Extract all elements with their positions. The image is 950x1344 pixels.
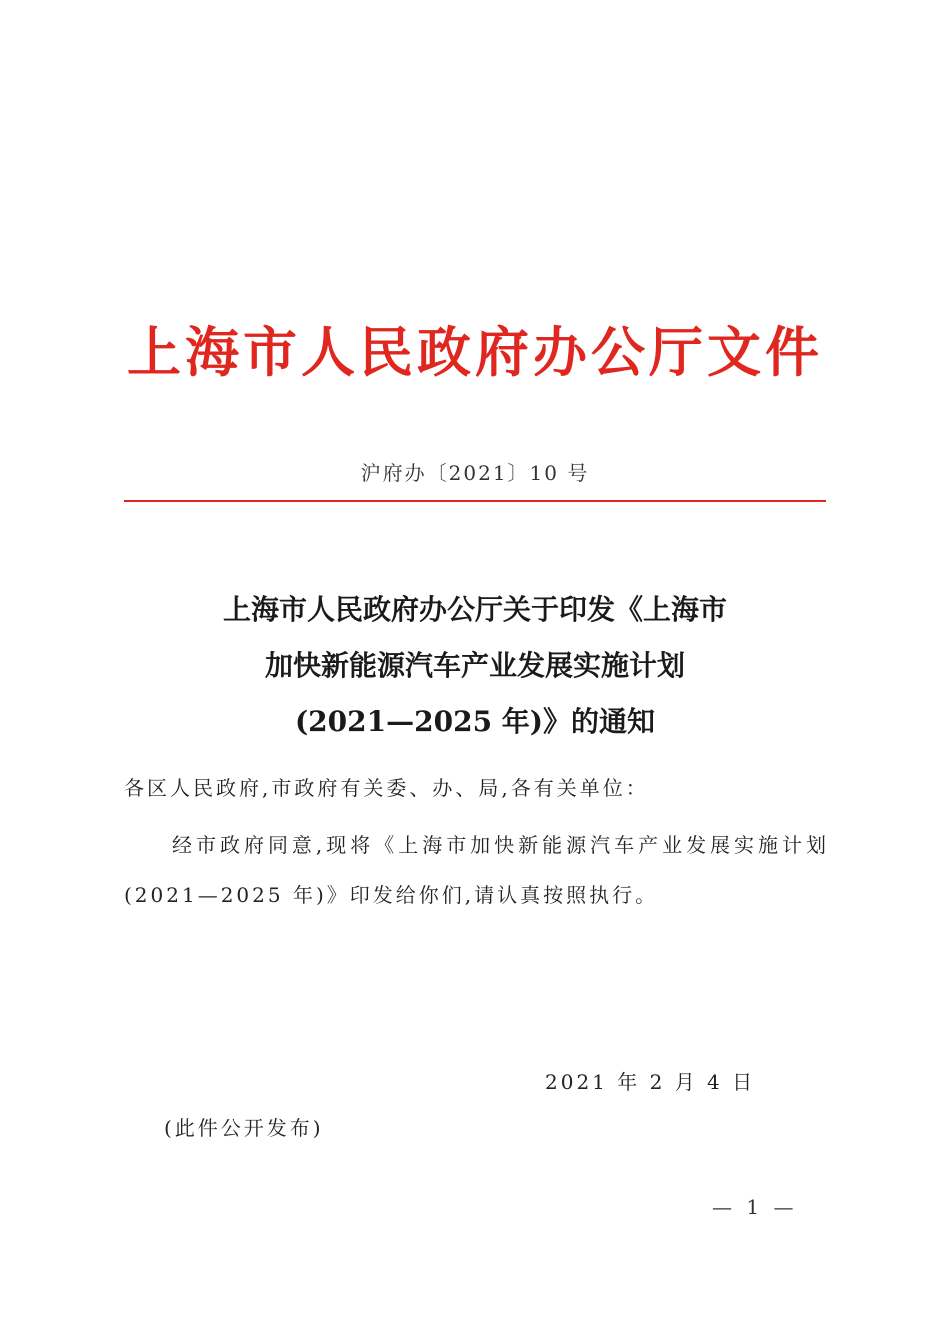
publish-note: (此件公开发布): [164, 1116, 324, 1140]
page-number: — 1 —: [712, 1195, 798, 1219]
addressee: 各区人民政府,市政府有关委、办、局,各有关单位：: [124, 776, 649, 800]
notice-title-line-2: 加快新能源汽车产业发展实施计划: [264, 649, 685, 682]
issue-date: 2021 年 2 月 4 日: [545, 1070, 756, 1094]
body-paragraph: 经市政府同意,现将《上海市加快新能源汽车产业发展实施计划(2021—2025 年)》印发给你们,请认真按照执行。: [124, 833, 829, 907]
notice-title: [0, 582, 950, 750]
issuer-title: 上海市人民政府办公厅文件: [127, 321, 823, 384]
document-number: 沪府办〔2021〕10 号: [360, 461, 590, 485]
notice-title-line-3: (2021—2025 年)》的通知: [294, 705, 656, 738]
notice-title-line-1: 上海市人民政府办公厅关于印发《上海市: [222, 593, 727, 626]
red-divider: [124, 500, 826, 502]
